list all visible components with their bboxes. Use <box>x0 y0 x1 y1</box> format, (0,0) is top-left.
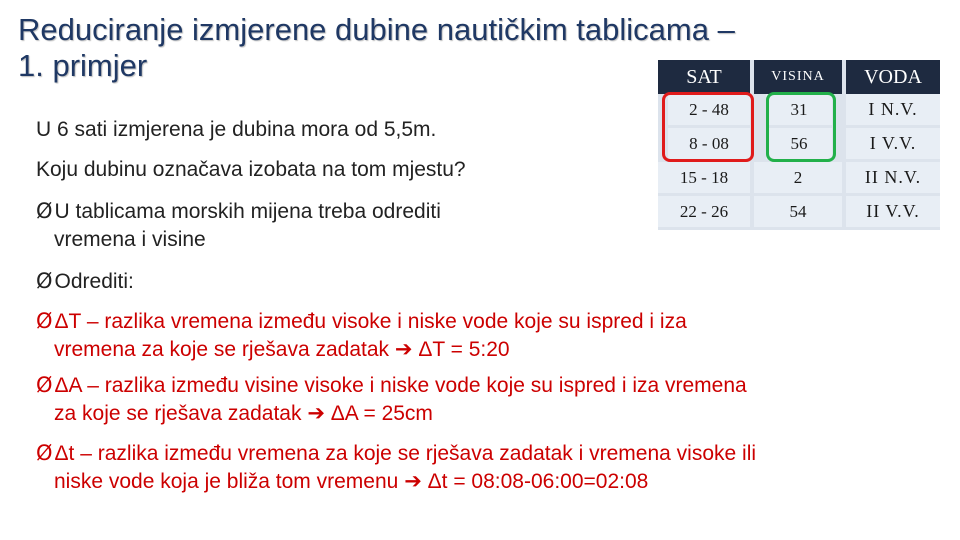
cell-water-1: I N.V. <box>846 94 940 125</box>
bullet-3-text: ΔT – razlika vremena između visoke i niske vode koje su ispred i iza <box>54 310 687 333</box>
tide-table <box>658 60 940 230</box>
bullet-arrow-icon: Ø <box>36 441 53 465</box>
intro-line-1: U 6 sati izmjerena je dubina mora od 5,5m. <box>36 118 437 141</box>
cell-height-4: 54 <box>754 196 842 227</box>
bullet-4-result: ΔA = 25cm <box>330 402 433 425</box>
right-arrow-icon: ➔ <box>307 401 325 425</box>
bullet-3 <box>36 308 687 335</box>
cell-time-3: 15 - 18 <box>658 162 750 193</box>
bullet-5-text: Δt – razlika između vremena za koje se rješava zadatak i vremena visoke ili <box>54 442 757 465</box>
title-line-2: 1. primjer <box>18 48 148 83</box>
header-voda: VODA <box>846 60 940 94</box>
bullet-2-text: Odrediti: <box>54 270 134 293</box>
bullet-1-cont: vremena i visine <box>54 228 206 251</box>
cell-time-1: 2 - 48 <box>668 94 750 125</box>
bullet-3-cont-text: vremena za koje se rješava zadatak <box>54 338 390 361</box>
bullet-arrow-icon: Ø <box>36 199 53 223</box>
title-line-1: Reduciranje izmjerene dubine nautičkim tablicama – <box>18 12 735 47</box>
bullet-2 <box>36 268 134 295</box>
cell-time-2: 8 - 08 <box>668 128 750 159</box>
bullet-5-result: Δt = 08:08-06:00=02:08 <box>427 470 649 493</box>
bullet-5 <box>36 440 756 467</box>
cell-time-4: 22 - 26 <box>658 196 750 227</box>
bullet-4 <box>36 372 747 399</box>
bullet-4-text: ΔA – razlika između visine visoke i niske vode koje su ispred i iza vremena <box>54 374 747 397</box>
bullet-5-cont-text: niske vode koja je bliža tom vremenu <box>54 470 399 493</box>
cell-water-4: II V.V. <box>846 196 940 227</box>
bullet-4-cont <box>54 400 433 427</box>
header-sat: SAT <box>658 60 750 94</box>
right-arrow-icon: ➔ <box>394 337 413 361</box>
bullet-4-cont-text: za koje se rješava zadatak <box>54 402 302 425</box>
right-arrow-icon: ➔ <box>404 469 422 493</box>
bullet-3-cont <box>54 336 510 363</box>
cell-height-1: 31 <box>766 94 832 125</box>
cell-water-3: II N.V. <box>846 162 940 193</box>
header-visina: VISINA <box>754 60 842 94</box>
cell-water-2: I V.V. <box>846 128 940 159</box>
cell-height-3: 2 <box>754 162 842 193</box>
intro-line-2: Koju dubinu označava izobata na tom mjestu? <box>36 158 466 181</box>
cell-height-2: 56 <box>766 128 832 159</box>
bullet-1 <box>36 198 441 225</box>
bullet-3-result: ΔT = 5:20 <box>418 338 510 361</box>
bullet-1-text: U tablicama morskih mijena treba odrediti <box>54 200 441 223</box>
bullet-5-cont <box>54 468 648 495</box>
bullet-arrow-icon: Ø <box>36 269 53 293</box>
bullet-arrow-icon: Ø <box>36 373 53 397</box>
bullet-arrow-icon: Ø <box>36 309 53 333</box>
